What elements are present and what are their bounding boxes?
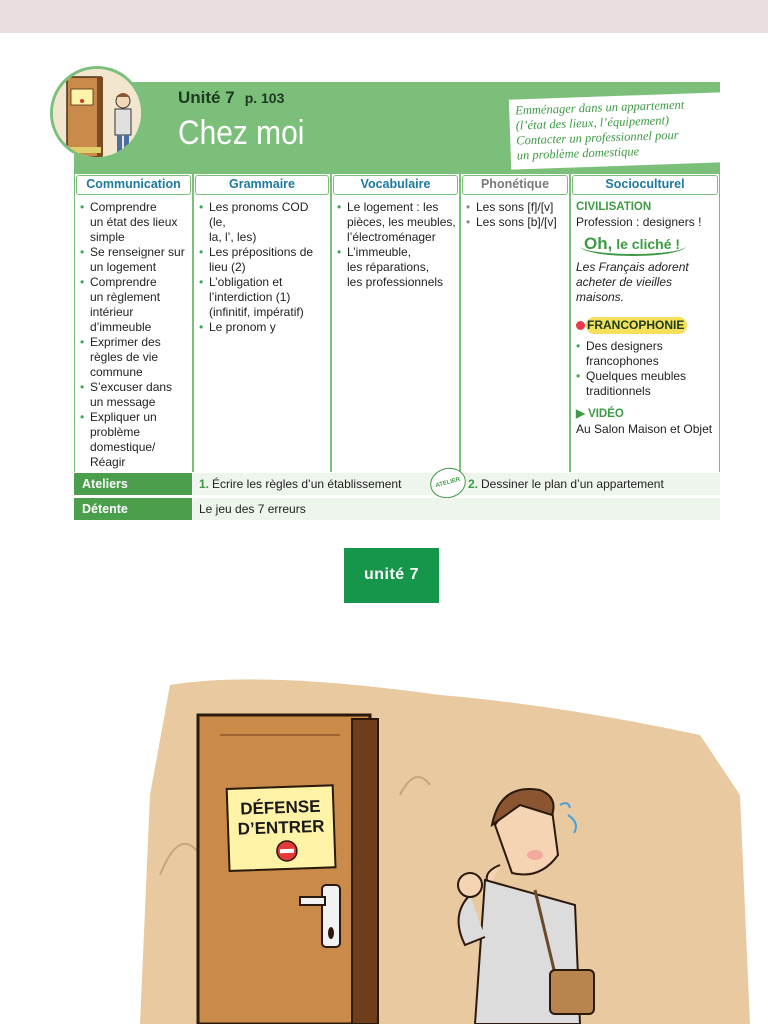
atelier-1: 1. Écrire les règles d’un établissement xyxy=(199,477,402,491)
objective-line: Emménager dans un appartement xyxy=(514,97,685,118)
unit-label: Unité 7 p. 103 xyxy=(178,88,285,107)
column-header-grammaire: Grammaire xyxy=(195,175,329,195)
unit-badge: unité 7 xyxy=(344,548,439,603)
objective-line: (l’état des lieux, l’équipement) xyxy=(515,113,670,133)
list-item: • Les pronoms COD (le, la, l’, les) xyxy=(199,200,327,245)
list-item: • Comprendre un règlement intérieur d’immeuble xyxy=(80,275,189,335)
column-header-phonetique: Phonétique xyxy=(462,175,568,195)
door-medallion-image xyxy=(50,66,144,160)
door-illustration xyxy=(140,675,768,1024)
list-item: • S’excuser dans un message xyxy=(80,380,189,410)
column-header-vocabulaire: Vocabulaire xyxy=(333,175,458,195)
list-item: • Comprendre un état des lieux simple xyxy=(80,200,189,245)
ateliers-label: Ateliers xyxy=(74,473,192,495)
atelier-tech-stamp-icon: ATELIER xyxy=(427,464,470,502)
unit-header xyxy=(74,82,720,174)
cliche-heading: Oh, le cliché ! xyxy=(580,236,686,256)
video-label: ▶ VIDÉO xyxy=(576,408,624,420)
detente-label: Détente xyxy=(74,498,192,520)
top-bar xyxy=(0,0,768,33)
list-item: • Le pronom y xyxy=(199,320,327,335)
objective-line: un problème domestique xyxy=(516,144,640,163)
column-communication xyxy=(74,174,193,472)
play-icon: ▶ xyxy=(576,408,585,420)
list-item: • Quelques meubles traditionnels xyxy=(576,369,716,399)
objective-line: Contacter un professionnel pour xyxy=(516,127,679,148)
column-header-communication: Communication xyxy=(76,175,191,195)
sign-line-2: D’ENTRER xyxy=(237,816,325,839)
list-item: • Le logement : les pièces, les meubles, l’électroménager xyxy=(337,200,456,245)
sign-line-1: DÉFENSE xyxy=(239,796,321,819)
civilisation-text: Profession : designers ! xyxy=(576,215,702,229)
column-grammaire xyxy=(193,174,331,472)
objectives-box xyxy=(509,92,723,169)
column-header-socioculturel: Socioculturel xyxy=(572,175,718,195)
atelier-2: 2. Dessiner le plan d’un appartement xyxy=(468,477,664,491)
unit-title: Chez moi xyxy=(178,114,305,152)
francophonie-label: FRANCOPHONIE xyxy=(576,317,716,334)
list-item: • Les prépositions de lieu (2) xyxy=(199,245,327,275)
civilisation-label: CIVILISATION xyxy=(576,201,652,213)
column-vocabulaire xyxy=(331,174,460,472)
column-phonetique xyxy=(460,174,570,472)
list-item: • Des designers francophones xyxy=(576,339,716,369)
francophonie-dot-icon xyxy=(576,321,585,330)
list-item: • L’obligation et l’interdiction (1) (infinitif, impératif) xyxy=(199,275,327,320)
list-item: • Les sons [f]/[v] xyxy=(466,200,566,215)
list-item: • Exprimer des règles de vie commune xyxy=(80,335,189,380)
cliche-text: Les Français adorent acheter de vieilles maisons. xyxy=(576,260,689,304)
list-item: • Se renseigner sur un logement xyxy=(80,245,189,275)
list-item: • L’immeuble, les réparations, les professionnels xyxy=(337,245,456,290)
video-text: Au Salon Maison et Objet xyxy=(576,422,713,436)
list-item: • Les sons [b]/[v] xyxy=(466,215,566,230)
column-socioculturel xyxy=(570,174,720,472)
list-item: • Expliquer un problème domestique/ Réagir xyxy=(80,410,189,470)
page-ref: p. 103 xyxy=(244,90,285,106)
detente-text: Le jeu des 7 erreurs xyxy=(193,498,720,520)
